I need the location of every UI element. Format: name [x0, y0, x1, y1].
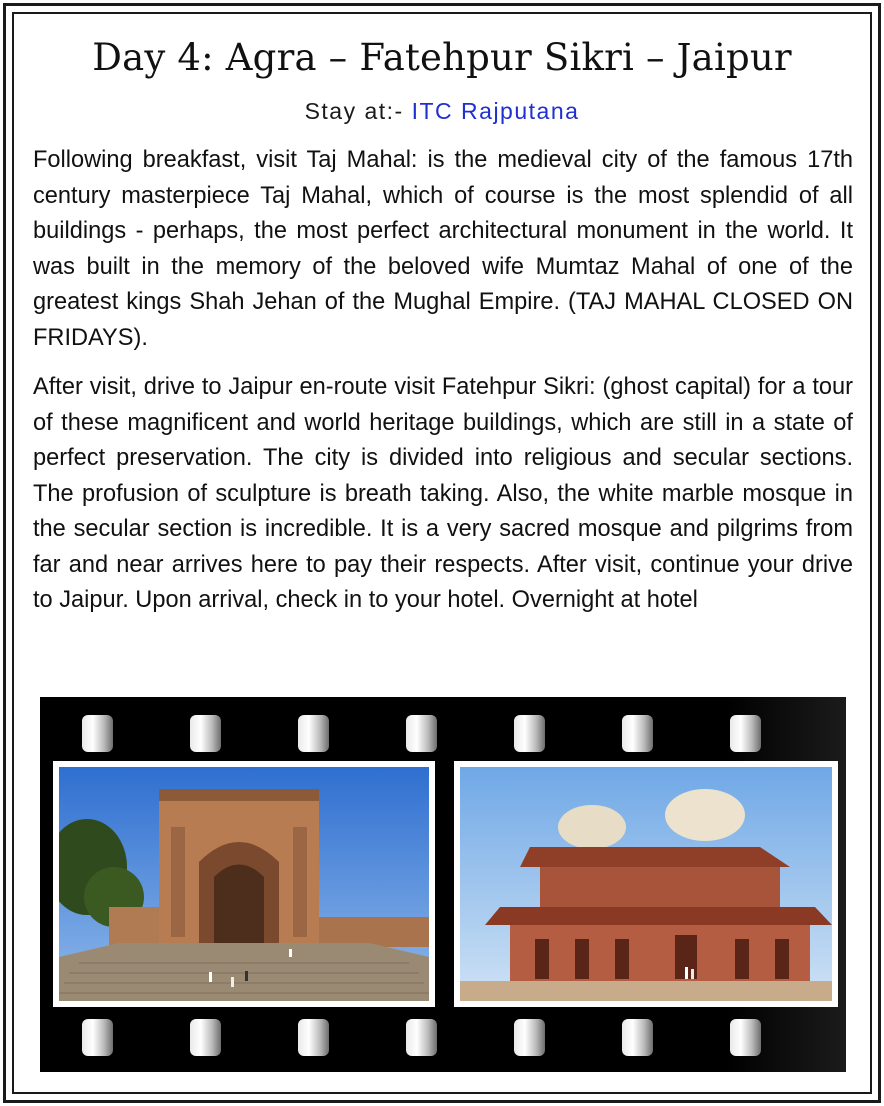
filmstrip — [40, 697, 846, 1072]
fatehpur-sikri-palace-photo — [454, 761, 838, 1007]
sprocket-hole — [82, 715, 113, 752]
sprocket-hole — [622, 715, 653, 752]
itinerary-paragraph-1: Following breakfast, visit Taj Mahal: is the medieval city of the famous 17th century masterpiece Taj Mahal, which of course is the most splendid of all buildings - perhaps, the most perfect architectural monument in the world. It was built in the memory of the beloved wife Mumtaz Mahal of one of the greatest kings Shah Jehan of the Mughal Empire. (TAJ MAHAL CLOSED ON FRIDAYS). — [33, 147, 853, 351]
sprocket-hole — [190, 715, 221, 752]
sprocket-hole — [514, 1019, 545, 1056]
itinerary-paragraph-2: After visit, drive to Jaipur en-route visit Fatehpur Sikri: (ghost capital) for a tour of these magnificent and world heritage buildings, which are still in a state of perfect preservation. The city is divided into religious and secular sections. The profusion of sculpture is breath taking. Also, the white marble mosque in the secular section is incredible. It is a very sacred mosque and pilgrims from far and near arrives here to pay their respects. After visit, continue your drive to Jaipur. Upon arrival, check in to your hotel. Overnight at hotel — [33, 374, 853, 613]
sprocket-hole — [190, 1019, 221, 1056]
sprocket-hole — [82, 1019, 113, 1056]
sprocket-hole — [730, 715, 761, 752]
sprocket-hole — [730, 1019, 761, 1056]
sprocket-hole — [298, 715, 329, 752]
sprocket-hole — [514, 715, 545, 752]
sprocket-hole — [406, 1019, 437, 1056]
hotel-name: ITC Rajputana — [411, 98, 580, 124]
sprocket-hole — [406, 715, 437, 752]
sprocket-hole — [622, 1019, 653, 1056]
sprocket-hole — [298, 1019, 329, 1056]
page-title: Day 4: Agra – Fatehpur Sikri – Jaipur — [92, 36, 792, 79]
stay-label: Stay at:- — [304, 98, 412, 124]
buland-darwaza-photo — [53, 761, 435, 1007]
stay-line — [0, 98, 884, 125]
